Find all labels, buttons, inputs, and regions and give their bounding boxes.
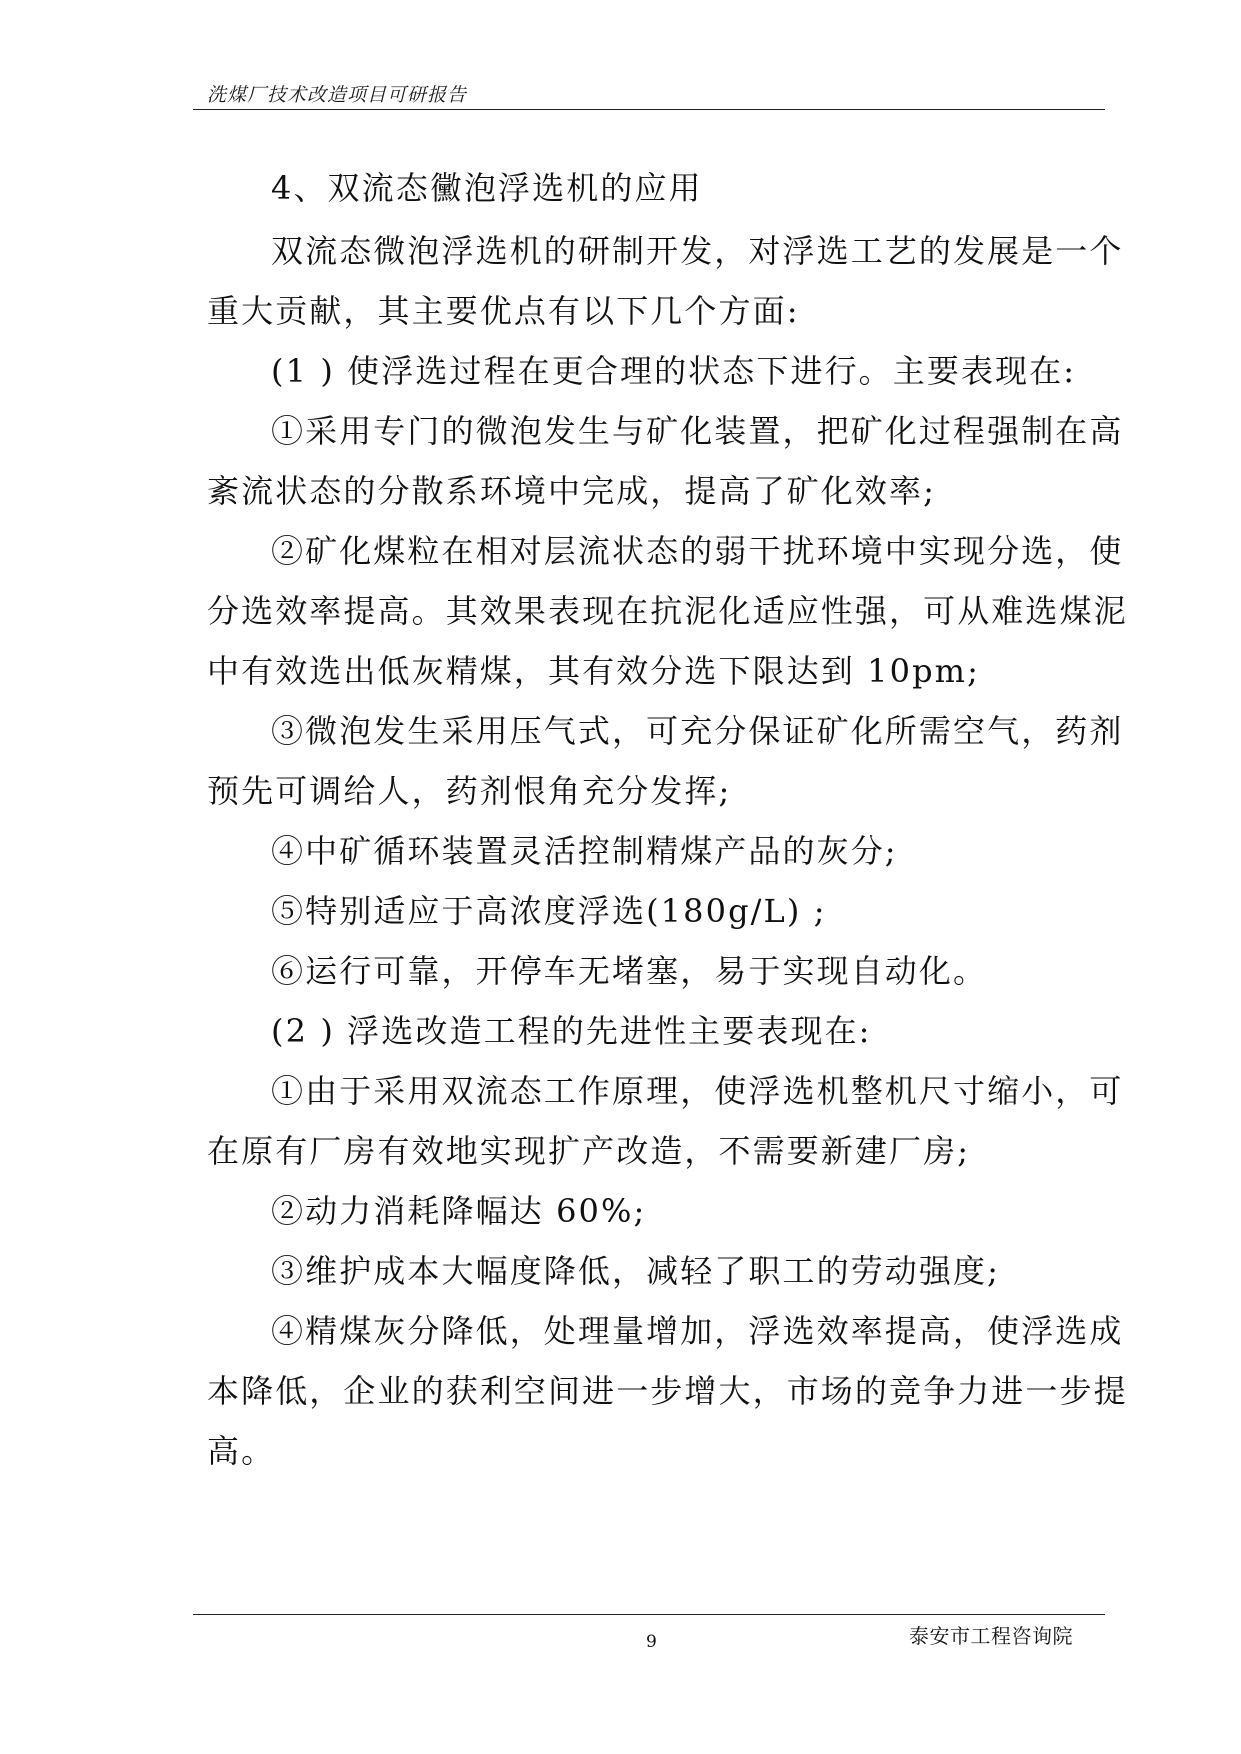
paragraph-line: ③微泡发生采用压气式，可充分保证矿化所需空气，药剂: [271, 712, 1124, 750]
paragraph-line: 中有效选出低灰精煤，其有效分选下限达到 10pm;: [207, 652, 981, 690]
page-header: [207, 80, 1105, 110]
paragraph-line: 本降低，企业的获利空间进一步增大，市场的竞争力进一步提: [207, 1372, 1128, 1410]
footer-divider: [193, 1614, 1105, 1615]
paragraph-line: ②动力消耗降幅达 60%;: [271, 1192, 647, 1230]
paragraph-line: ⑤特别适应于高浓度浮选(180g/L) ;: [271, 892, 827, 930]
paragraph-line: (1 ) 使浮选过程在更合理的状态下进行。主要表现在:: [271, 352, 1077, 390]
paragraph-line: ①由于采用双流态工作原理，使浮选机整机尺寸缩小，可: [271, 1072, 1124, 1110]
paragraph-line: 紊流状态的分散系环境中完成，提高了矿化效率;: [207, 472, 936, 510]
paragraph-line: ④精煤灰分降低，处理量增加，浮选效率提高，使浮选成: [271, 1312, 1124, 1350]
paragraph-line: ③维护成本大幅度降低，减轻了职工的劳动强度;: [271, 1252, 1000, 1290]
paragraph-line: 重大贡献，其主要优点有以下几个方面:: [207, 292, 800, 330]
paragraph-line: 双流态微泡浮选机的研制开发，对浮选工艺的发展是一个: [271, 232, 1124, 270]
section-heading: 4、双流态黴泡浮选机的应用: [271, 169, 703, 207]
paragraph-line: ②矿化煤粒在相对层流状态的弱干扰环境中实现分选，使: [271, 532, 1124, 570]
paragraph-line: ⑥运行可靠，开停车无堵塞，易于实现自动化。: [271, 952, 988, 990]
paragraph-line: 预先可调给人，药剂恨角充分发挥;: [207, 772, 732, 810]
paragraph-line: 高。: [207, 1432, 276, 1470]
header-divider: [193, 109, 1105, 110]
paragraph-line: (2 ) 浮选改造工程的先进性主要表现在:: [271, 1012, 872, 1050]
page-number: 9: [646, 1632, 657, 1652]
paragraph-line: ④中矿循环装置灵活控制精煤产品的灰分;: [271, 832, 898, 870]
paragraph-line: ①采用专门的微泡发生与矿化装置，把矿化过程强制在高: [271, 412, 1124, 450]
header-title: 洗煤厂技术改造项目可研报告: [207, 84, 468, 106]
paragraph-line: 在原有厂房有效地实现扩产改造，不需要新建厂房;: [207, 1132, 971, 1170]
footer-organization: 泰安市工程咨询院: [909, 1624, 1073, 1648]
paragraph-line: 分选效率提高。其效果表现在抗泥化适应性强，可从难选煤泥: [207, 592, 1128, 630]
